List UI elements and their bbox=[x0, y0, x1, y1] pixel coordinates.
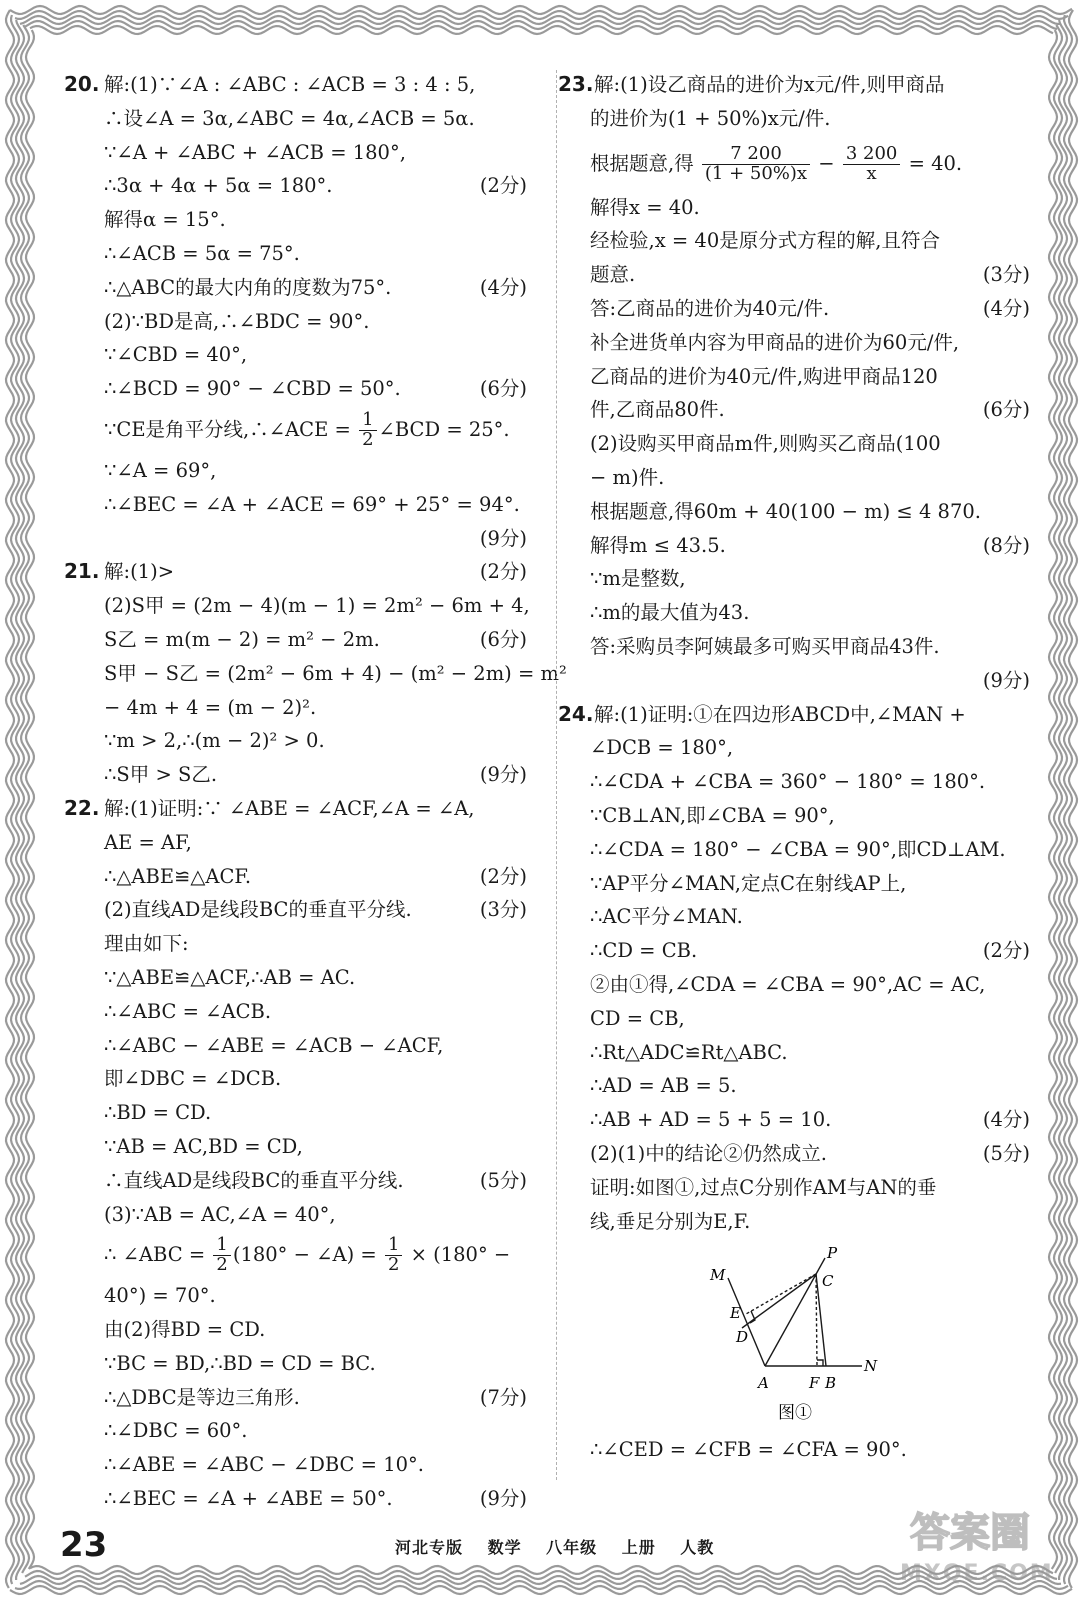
solution-line bbox=[72, 203, 527, 237]
line-text: ∵△ABE≌△ACF,∴AB = AC. bbox=[104, 965, 356, 989]
figure-caption: 图① bbox=[778, 1403, 812, 1424]
denominator: x bbox=[866, 162, 877, 184]
solution-line bbox=[72, 305, 527, 339]
solution-line bbox=[72, 927, 527, 961]
denominator: 2 bbox=[216, 1254, 228, 1276]
solution-line bbox=[72, 1164, 527, 1198]
solution-line bbox=[64, 792, 527, 826]
solution-line bbox=[64, 68, 527, 102]
site-watermark bbox=[880, 1498, 1070, 1588]
score-mark: (2分) bbox=[479, 174, 527, 198]
score-mark: (6分) bbox=[479, 377, 527, 401]
line-text: ∴△ABC的最大内角的度数为75°. bbox=[104, 275, 392, 299]
line-text: ∴∠DBC = 60°. bbox=[104, 1419, 248, 1443]
fraction bbox=[843, 142, 901, 184]
line-text: 由(2)得BD = CD. bbox=[104, 1318, 266, 1342]
right-column bbox=[558, 68, 1030, 1467]
left-column bbox=[64, 68, 567, 1516]
solution-line bbox=[72, 169, 527, 203]
line-text: ∴3α + 4α + 5α = 180°. bbox=[104, 174, 333, 198]
line-text: ∴S甲 > S乙. bbox=[104, 763, 218, 787]
line-text: 解:(1)设乙商品的进价为x元/件,则甲商品 bbox=[594, 73, 945, 96]
line-text: ∵CB⊥AN,即∠CBA = 90°, bbox=[590, 803, 835, 827]
line-text: ∵∠A + ∠ABC + ∠ACB = 180°, bbox=[104, 140, 406, 164]
line-text: ∴设∠A = 3α,∠ABC = 4α,∠ACB = 5α. bbox=[104, 106, 475, 130]
line-text: ∠DCB = 180°, bbox=[590, 736, 734, 760]
solution-line bbox=[72, 961, 527, 995]
numerator: 7 200 bbox=[702, 145, 810, 165]
solution-line bbox=[590, 393, 1030, 427]
numerator: 1 bbox=[213, 1236, 230, 1256]
score-mark: (9分) bbox=[479, 526, 527, 550]
label-c: C bbox=[822, 1272, 834, 1291]
solution-line bbox=[590, 360, 1030, 394]
solution-line bbox=[72, 826, 527, 860]
line-text: AE = AF, bbox=[104, 830, 192, 854]
score-mark: (9分) bbox=[479, 763, 527, 787]
solution-line bbox=[72, 372, 527, 406]
solution-line bbox=[72, 1029, 527, 1063]
solution-line bbox=[590, 1002, 1030, 1036]
solution-line bbox=[590, 1036, 1030, 1070]
column-divider bbox=[556, 70, 557, 1480]
line-text: ∴ ∠ABC = bbox=[104, 1243, 206, 1267]
solution-line bbox=[590, 1171, 1030, 1205]
segment-cf bbox=[816, 1274, 817, 1366]
border-wave bbox=[1049, 30, 1057, 1569]
question-24 bbox=[558, 698, 1030, 1468]
solution-line bbox=[558, 698, 1030, 732]
line-text: ∴AC平分∠MAN. bbox=[590, 905, 743, 929]
line-text: S甲 − S乙 = (2m² − 6m + 4) − (m² − 2m) = m² bbox=[104, 661, 567, 685]
line-text: 解:(1)证明:①在四边形ABCD中,∠MAN + bbox=[594, 702, 966, 726]
question-number: 22. bbox=[64, 795, 100, 820]
line-text: − bbox=[818, 151, 835, 175]
solution-line bbox=[72, 860, 527, 894]
solution-line bbox=[72, 724, 527, 758]
page-number: 23 bbox=[60, 1525, 108, 1565]
question-number: 21. bbox=[64, 559, 100, 584]
solution-line bbox=[72, 1198, 527, 1232]
solution-line bbox=[72, 1381, 527, 1415]
label-p: P bbox=[827, 1244, 838, 1263]
line-text: (180° − ∠A) = bbox=[232, 1243, 377, 1267]
solution-line bbox=[590, 596, 1030, 630]
score-mark: (4分) bbox=[982, 1108, 1030, 1132]
question-number: 20. bbox=[64, 72, 100, 96]
line-text: 件,乙商品80件. bbox=[590, 398, 725, 422]
line-text: ②由①得,∠CDA = ∠CBA = 90°,AC = AC, bbox=[590, 972, 986, 996]
line-text: ∴△DBC是等边三角形. bbox=[104, 1385, 300, 1409]
geometry-figure bbox=[590, 1238, 1030, 1433]
line-text: (3)∵AB = AC,∠A = 40°, bbox=[104, 1202, 336, 1226]
line-text: 40°) = 70°. bbox=[104, 1284, 216, 1308]
solution-line bbox=[72, 102, 527, 136]
numerator: 1 bbox=[385, 1236, 402, 1256]
score-mark: (2分) bbox=[479, 560, 527, 584]
denominator: (1 + 50%)x bbox=[704, 162, 808, 184]
denominator: 2 bbox=[362, 428, 374, 450]
solution-line-fraction bbox=[72, 406, 527, 454]
line-text: ∴m的最大值为43. bbox=[590, 601, 750, 625]
score-mark: (6分) bbox=[982, 398, 1030, 422]
solution-line bbox=[72, 338, 527, 372]
question-22 bbox=[64, 792, 527, 1516]
score-mark: (8分) bbox=[982, 533, 1030, 557]
line-text: ∴∠CDA = 180° − ∠CBA = 90°,即CD⊥AM. bbox=[590, 837, 1006, 861]
page-footer bbox=[60, 1525, 1020, 1575]
line-text: 解得α = 15°. bbox=[104, 208, 226, 232]
solution-line bbox=[72, 488, 527, 522]
solution-line bbox=[590, 495, 1030, 529]
line-text: ∵CE是角平分线,∴∠ACE = bbox=[104, 417, 351, 441]
solution-line bbox=[590, 630, 1030, 664]
score-mark: (3分) bbox=[479, 898, 527, 922]
line-text: 证明:如图①,过点C分别作AM与AN的垂 bbox=[590, 1175, 937, 1199]
line-text: 解:(1)∵∠A : ∠ABC : ∠ACB = 3 : 4 : 5, bbox=[104, 73, 476, 96]
solution-line bbox=[72, 136, 527, 170]
question-21 bbox=[64, 555, 567, 792]
solution-line bbox=[72, 1482, 527, 1516]
line-text: CD = CB, bbox=[590, 1006, 685, 1030]
score-mark: (9分) bbox=[479, 1487, 527, 1511]
line-text: (2)∵BD是高,∴∠BDC = 90°. bbox=[104, 309, 370, 333]
solution-line bbox=[72, 893, 527, 927]
line-text: 解:(1)> bbox=[104, 560, 175, 584]
score-mark: (7分) bbox=[479, 1385, 527, 1409]
line-text: (2)S甲 = (2m − 4)(m − 1) = 2m² − 6m + 4, bbox=[104, 594, 530, 618]
solution-line bbox=[590, 1205, 1030, 1239]
solution-line bbox=[590, 292, 1030, 326]
line-text: 补全进货单内容为甲商品的进价为60元/件, bbox=[590, 330, 960, 354]
solution-line bbox=[72, 1414, 527, 1448]
line-text: ∠BCD = 25°. bbox=[378, 417, 510, 441]
solution-line bbox=[590, 461, 1030, 495]
line-text: ∴∠BEC = ∠A + ∠ABE = 50°. bbox=[104, 1487, 393, 1511]
border-wave bbox=[26, 30, 34, 1569]
label-e: E bbox=[730, 1304, 741, 1323]
line-text: (2)(1)中的结论②仍然成立. bbox=[590, 1141, 827, 1165]
line-text: 乙商品的进价为40元/件,购进甲商品120 bbox=[590, 364, 938, 388]
solution-line bbox=[72, 1313, 527, 1347]
line-text: 经检验,x = 40是原分式方程的解,且符合 bbox=[590, 229, 940, 253]
line-text: ∵m > 2,∴(m − 2)² > 0. bbox=[104, 729, 325, 753]
solution-line bbox=[72, 1062, 527, 1096]
solution-line bbox=[72, 657, 567, 691]
solution-line bbox=[590, 1137, 1030, 1171]
solution-line bbox=[590, 765, 1030, 799]
line-text: 理由如下: bbox=[104, 932, 189, 956]
line-text: ∴∠ABC = ∠ACB. bbox=[104, 999, 272, 1023]
line-text: ∵m是整数, bbox=[590, 567, 686, 591]
solution-line bbox=[590, 191, 1030, 225]
solution-line bbox=[72, 1448, 527, 1482]
score-mark: (4分) bbox=[982, 296, 1030, 320]
solution-line bbox=[590, 1069, 1030, 1103]
score-mark: (2分) bbox=[982, 939, 1030, 963]
watermark-top: 答案圈 bbox=[910, 1510, 1030, 1556]
solution-line bbox=[72, 589, 530, 623]
solution-line bbox=[72, 758, 527, 792]
solution-line bbox=[590, 799, 1030, 833]
solution-line bbox=[72, 691, 527, 725]
segment-cd bbox=[742, 1274, 816, 1328]
label-a: A bbox=[758, 1374, 769, 1393]
line-text: 解得m ≤ 43.5. bbox=[590, 533, 726, 557]
solution-line bbox=[72, 623, 527, 657]
line-text: ∴∠BEC = ∠A + ∠ACE = 69° + 25° = 94°. bbox=[104, 492, 520, 516]
solution-line bbox=[590, 224, 1030, 258]
label-f: F bbox=[809, 1374, 820, 1393]
score-mark: (3分) bbox=[982, 263, 1030, 287]
question-number: 23. bbox=[558, 72, 594, 96]
line-text: ∵∠A = 69°, bbox=[104, 458, 217, 482]
line-text: 即∠DBC = ∠DCB. bbox=[104, 1067, 282, 1091]
line-text: 解:(1)证明:∵ ∠ABE = ∠ACF,∠A = ∠A, bbox=[104, 796, 475, 820]
fraction bbox=[702, 142, 810, 184]
solution-line bbox=[590, 664, 1030, 698]
question-20 bbox=[64, 68, 527, 555]
solution-line bbox=[590, 1433, 1030, 1467]
line-text: 根据题意,得 bbox=[590, 151, 694, 175]
line-text: ∴AD = AB = 5. bbox=[590, 1074, 737, 1098]
solution-line bbox=[558, 68, 1030, 102]
label-m: M bbox=[710, 1266, 726, 1285]
score-mark: (2分) bbox=[479, 864, 527, 888]
line-text: 根据题意,得60m + 40(100 − m) ≤ 4 870. bbox=[590, 499, 981, 523]
line-text: 的进价为(1 + 50%)x元/件. bbox=[590, 106, 831, 130]
score-mark: (6分) bbox=[479, 627, 527, 651]
line-text: 题意. bbox=[590, 263, 636, 287]
fraction bbox=[213, 1236, 230, 1275]
denominator: 2 bbox=[387, 1254, 400, 1276]
solution-line bbox=[590, 326, 1030, 360]
solution-line bbox=[64, 555, 527, 589]
solution-line bbox=[72, 995, 527, 1029]
question-number: 24. bbox=[558, 701, 594, 726]
line-text: (2)设购买甲商品m件,则购买乙商品(100 bbox=[590, 432, 941, 456]
solution-line bbox=[590, 900, 1030, 934]
line-text: = 40. bbox=[908, 151, 963, 175]
line-text: ∴∠ACB = 5α = 75°. bbox=[104, 241, 300, 265]
score-mark: (5分) bbox=[479, 1168, 527, 1192]
line-text: ∵BC = BD,∴BD = CD = BC. bbox=[104, 1351, 376, 1375]
line-text: ∴∠CED = ∠CFB = ∠CFA = 90°. bbox=[590, 1438, 907, 1462]
solution-line-fraction bbox=[72, 1231, 527, 1279]
line-text: ∴△ABE≌△ACF. bbox=[104, 864, 252, 888]
ray-am bbox=[728, 1278, 765, 1366]
label-b: B bbox=[825, 1374, 837, 1393]
label-n: N bbox=[864, 1357, 878, 1376]
solution-line bbox=[72, 1279, 527, 1313]
score-mark: (9分) bbox=[982, 668, 1030, 692]
line-text: S乙 = m(m − 2) = m² − 2m. bbox=[104, 627, 380, 651]
fraction bbox=[385, 1236, 402, 1275]
border-wave bbox=[6, 10, 14, 1588]
line-text: 解得x = 40. bbox=[590, 195, 700, 219]
line-text: 答:乙商品的进价为40元/件. bbox=[590, 296, 830, 320]
solution-line bbox=[590, 968, 1030, 1002]
solution-line bbox=[590, 102, 1030, 136]
solution-line bbox=[590, 867, 1030, 901]
solution-line bbox=[590, 529, 1030, 563]
solution-line bbox=[72, 1096, 527, 1130]
line-text: − 4m + 4 = (m − 2)². bbox=[104, 695, 317, 719]
solution-line bbox=[590, 934, 1030, 968]
line-text: ∵AP平分∠MAN,定点C在射线AP上, bbox=[590, 871, 907, 895]
solution-line bbox=[72, 237, 527, 271]
question-23 bbox=[558, 68, 1030, 698]
solution-line bbox=[590, 731, 1030, 765]
line-text: 线,垂足分别为E,F. bbox=[590, 1209, 751, 1233]
line-text: ∴CD = CB. bbox=[590, 939, 698, 963]
solution-line bbox=[590, 427, 1030, 461]
line-text: ∵AB = AC,BD = CD, bbox=[104, 1134, 303, 1158]
line-text: ∴∠ABE = ∠ABC − ∠DBC = 10°. bbox=[104, 1453, 424, 1477]
solution-line bbox=[590, 1103, 1030, 1137]
solution-line bbox=[72, 454, 527, 488]
solution-line bbox=[590, 258, 1030, 292]
solution-line bbox=[590, 562, 1030, 596]
line-text: 答:采购员李阿姨最多可购买甲商品43件. bbox=[590, 634, 940, 658]
solution-line-equation bbox=[590, 136, 1030, 191]
line-text: ∴AB + AD = 5 + 5 = 10. bbox=[590, 1108, 832, 1132]
footer-text: 河北专版 数学 八年级 上册 人教 bbox=[395, 1538, 715, 1557]
line-text: ∴BD = CD. bbox=[104, 1101, 212, 1125]
line-text: ∴Rt△ADC≌Rt△ABC. bbox=[590, 1040, 788, 1064]
line-text: − m)件. bbox=[590, 465, 665, 489]
score-mark: (5分) bbox=[982, 1141, 1030, 1165]
right-angle-mark-f bbox=[817, 1360, 823, 1366]
solution-line bbox=[72, 1130, 527, 1164]
line-text: (2)直线AD是线段BC的垂直平分线. bbox=[104, 898, 412, 922]
solution-line bbox=[72, 271, 527, 305]
geometry-figure-svg bbox=[590, 1238, 1030, 1433]
line-text: × (180° − bbox=[410, 1243, 511, 1267]
label-d: D bbox=[736, 1328, 749, 1347]
line-text: ∴∠BCD = 90° − ∠CBD = 50°. bbox=[104, 377, 401, 401]
numerator: 3 200 bbox=[843, 145, 901, 165]
line-text: ∵∠CBD = 40°, bbox=[104, 343, 248, 367]
fraction bbox=[359, 411, 376, 450]
solution-line bbox=[72, 1347, 527, 1381]
solution-line bbox=[72, 522, 527, 556]
line-text: ∴∠ABC − ∠ABE = ∠ACB − ∠ACF, bbox=[104, 1033, 444, 1057]
line-text: ∴∠CDA + ∠CBA = 360° − 180° = 180°. bbox=[590, 770, 986, 794]
line-text: ∴直线AD是线段BC的垂直平分线. bbox=[104, 1168, 404, 1192]
score-mark: (4分) bbox=[479, 275, 527, 299]
numerator: 1 bbox=[359, 411, 376, 431]
watermark-bottom: MXQE.COM bbox=[900, 1561, 1054, 1586]
solution-line bbox=[590, 833, 1030, 867]
